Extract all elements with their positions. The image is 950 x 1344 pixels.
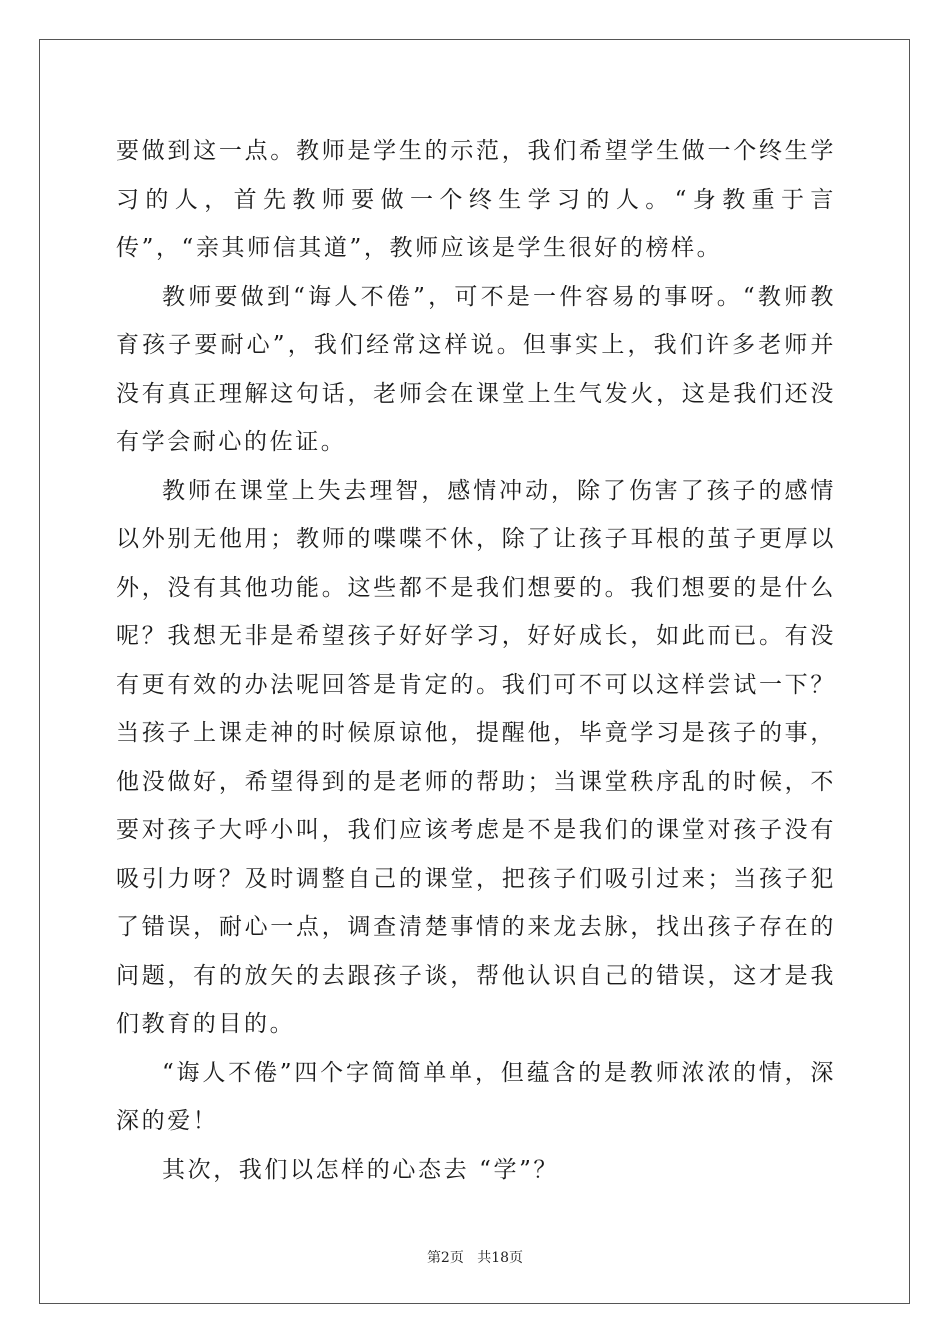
paragraph-classroom: 教师在课堂上失去理智，感情冲动，除了伤害了孩子的感情以外别无他用；教师的喋喋不休，除了让孩子耳根的茧子更厚以外，没有其他功能。这些都不是我们想要的。我们想要的是什么呢？我想无非是希望孩子好好学习，好好成长，如此而已。有没有更有效的办法呢回答是肯定的。我们可不可以这样尝试一下？当孩子上课走神的时候原谅他，提醒他，毕竟学习是孩子的事，他没做好，希望得到的是老师的帮助；当课堂秩序乱的时候，不要对孩子大呼小叫，我们应该考虑是不是我们的课堂对孩子没有吸引力呀？及时调整自己的课堂，把孩子们吸引过来；当孩子犯了错误，耐心一点，调查清楚事情的来龙去脉，找出孩子存在的问题，有的放矢的去跟孩子谈，帮他认识自己的错误，这才是我们教育的目的。 <box>116 477 836 1037</box>
page-footer <box>0 1247 950 1267</box>
paragraph-next-question: 其次，我们以怎样的心态去 “学”？ <box>162 1156 560 1183</box>
paragraph-summary: “诲人不倦”四个字简简单单，但蕴含的是教师浓浓的情，深深的爱！ <box>116 1059 836 1134</box>
document-body <box>116 127 836 1194</box>
paragraph-continuation: 要做到这一点。教师是学生的示范，我们希望学生做一个终生学习的人，首先教师要做一个终生学习的人。“身教重于言传”，“亲其师信其道”，教师应该是学生很好的榜样。 <box>116 138 836 261</box>
paragraph-patience: 教师要做到“诲人不倦”，可不是一件容易的事呀。“教师教育孩子要耐心”，我们经常这样说。但事实上，我们许多老师并没有真正理解这句话，老师会在课堂上生气发火，这是我们还没有学会耐心的佐证。 <box>116 283 836 455</box>
page-total: 共18页 <box>477 1250 524 1266</box>
page-number: 第2页 <box>426 1250 464 1266</box>
